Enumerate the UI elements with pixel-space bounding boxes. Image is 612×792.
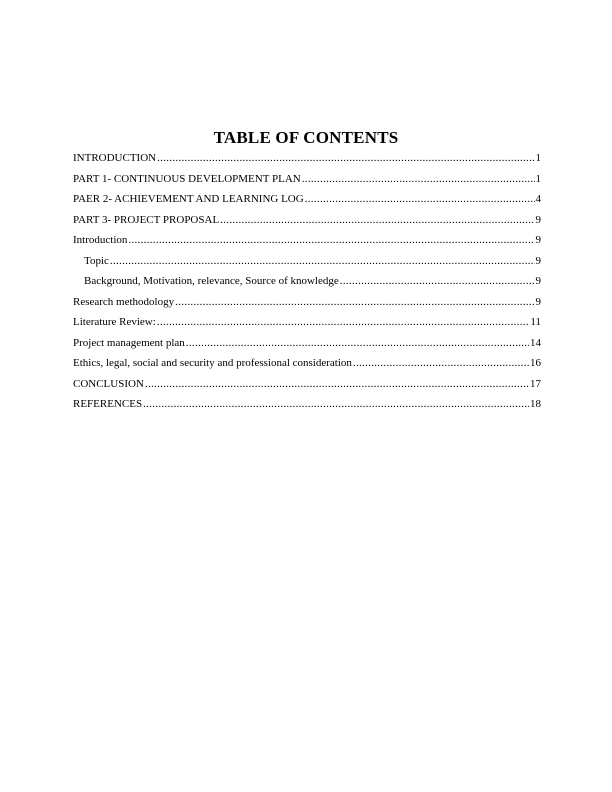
toc-entry-text[interactable]: CONCLUSION [73,377,144,390]
toc-list [73,148,541,415]
toc-dot-leader [305,189,535,210]
toc-entry-page-number: 1 [535,172,541,185]
toc-dot-leader [186,333,529,354]
toc-entry-page-number: 9 [535,275,541,287]
toc-entry[interactable] [73,230,541,251]
toc-dot-leader [128,230,534,251]
toc-dot-leader [353,353,529,374]
toc-dot-leader [110,251,535,272]
toc-entry[interactable] [73,210,541,231]
toc-dot-leader [302,169,535,190]
toc-dot-leader [157,148,534,169]
toc-entry-text[interactable]: INTRODUCTION [73,152,157,164]
toc-dot-leader [145,374,529,395]
toc-entry-text[interactable]: Project management plan [73,336,185,349]
toc-title: TABLE OF CONTENTS [213,128,399,147]
toc-entry[interactable] [73,374,541,395]
toc-entry-page-number: 18 [530,398,541,410]
toc-entry-page-number: 11 [530,316,541,328]
toc-entry-page-number: 16 [530,357,541,369]
toc-entry-text[interactable]: PAER 2- ACHIEVEMENT AND LEARNING LOG [73,193,304,205]
toc-dot-leader [143,394,529,415]
toc-dot-leader [157,312,530,333]
toc-entry[interactable] [73,292,541,313]
toc-dot-leader [175,292,534,313]
toc-entry[interactable] [73,353,541,374]
toc-entry-page-number: 17 [530,377,541,390]
toc-entry[interactable] [73,169,541,190]
toc-entry[interactable] [73,148,541,169]
toc-entry-page-number: 14 [530,336,541,349]
toc-entry-text[interactable]: Ethics, legal, social and security and professional consideration [73,357,352,369]
toc-entry-text[interactable]: Topic [84,254,109,267]
toc-entry-text[interactable]: Research methodology [73,295,175,308]
toc-entry-text[interactable]: REFERENCES [73,398,143,410]
toc-entry[interactable] [73,394,541,415]
toc-entry-page-number: 1 [535,152,541,164]
toc-entry[interactable] [73,189,541,210]
toc-dot-leader [220,210,534,231]
toc-entry[interactable] [73,312,541,333]
toc-entry-text[interactable]: PART 3- PROJECT PROPOSAL [73,213,220,226]
toc-entry-page-number: 4 [535,193,541,205]
toc-entry-text[interactable]: Introduction [73,234,128,246]
toc-dot-leader [340,271,535,292]
toc-entry-page-number: 9 [535,295,541,308]
toc-entry-text[interactable]: Literature Review: [73,316,156,328]
toc-entry-text[interactable]: Background, Motivation, relevance, Source of knowledge [84,275,339,287]
toc-entry-page-number: 9 [535,213,541,226]
toc-entry-page-number: 9 [535,234,541,246]
toc-entry[interactable] [73,333,541,354]
toc-entry-page-number: 9 [535,254,541,267]
toc-entry[interactable] [73,271,541,292]
toc-entry[interactable] [73,251,541,272]
toc-entry-text[interactable]: PART 1- CONTINUOUS DEVELOPMENT PLAN [73,172,301,185]
